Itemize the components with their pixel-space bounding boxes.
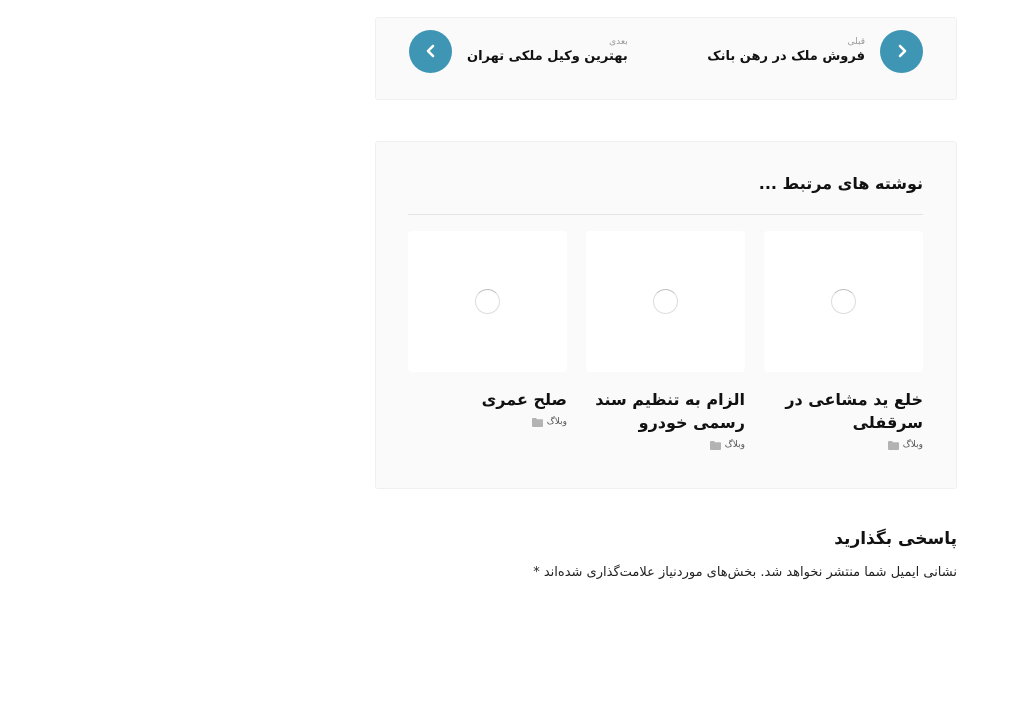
related-post-title[interactable]: الزام به تنظیم سند رسمی خودرو (595, 390, 745, 432)
related-post-thumbnail[interactable] (764, 231, 923, 372)
divider (408, 214, 923, 215)
next-post-link[interactable] (409, 29, 628, 73)
reply-title: پاسخی بگذارید (834, 529, 957, 549)
page-content (375, 0, 957, 723)
related-post-card (586, 231, 745, 450)
related-post-title[interactable]: خلع ید مشاعی در سرقفلی (785, 390, 923, 432)
next-label: بعدی (609, 37, 628, 47)
related-post-thumbnail[interactable] (408, 231, 567, 372)
category-label[interactable]: وبلاگ (902, 440, 923, 450)
previous-label: قبلی (847, 37, 865, 47)
loading-spinner-icon (653, 289, 678, 314)
folder-icon (710, 441, 721, 450)
related-post-card (408, 231, 567, 427)
category-label[interactable]: وبلاگ (724, 440, 745, 450)
related-posts-title: نوشته های مرتبط ... (758, 174, 923, 193)
folder-icon (532, 418, 543, 427)
previous-post-button[interactable] (880, 30, 923, 73)
reply-required-note: نشانی ایمیل شما منتشر نخواهد شد. بخش‌های موردنیاز علامت‌گذاری شده‌اند * (533, 565, 957, 580)
next-post-button[interactable] (409, 30, 452, 73)
related-post-card (764, 231, 923, 450)
related-post-meta (586, 440, 745, 450)
previous-post-text (707, 36, 865, 66)
previous-post-title[interactable]: فروش ملک در رهن بانک (707, 49, 865, 64)
related-posts-section (375, 141, 957, 489)
previous-post-link[interactable] (707, 29, 923, 73)
related-post-title[interactable]: صلح عمری (481, 390, 567, 409)
related-post-meta (408, 417, 567, 427)
folder-icon (888, 441, 899, 450)
category-label[interactable]: وبلاگ (546, 417, 567, 427)
next-post-text (467, 36, 628, 66)
related-post-meta (764, 440, 923, 450)
chevron-right-icon (895, 44, 909, 58)
loading-spinner-icon (831, 289, 856, 314)
post-navigation (375, 17, 957, 100)
related-post-thumbnail[interactable] (586, 231, 745, 372)
chevron-left-icon (424, 44, 438, 58)
next-post-title[interactable]: بهترین وکیل ملکی تهران (467, 49, 628, 64)
loading-spinner-icon (475, 289, 500, 314)
